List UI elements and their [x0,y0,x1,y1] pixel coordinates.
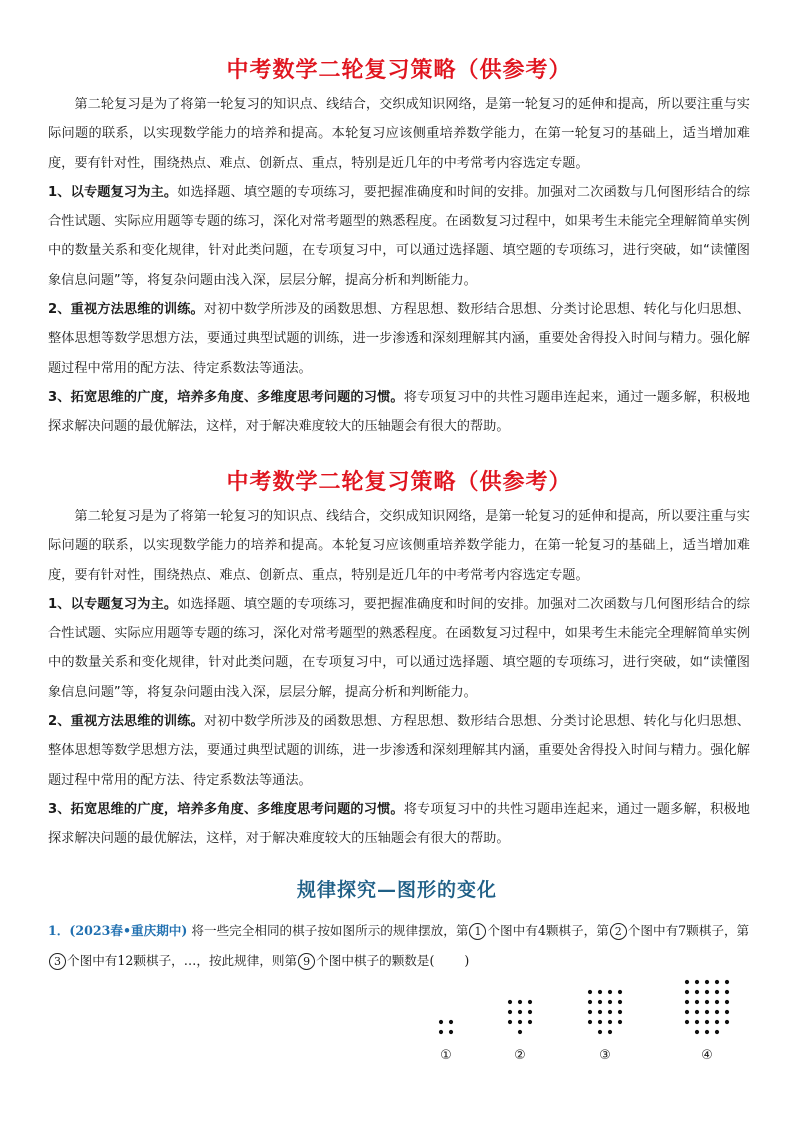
chess-piece [528,1010,532,1014]
chess-piece [618,1010,622,1014]
chess-piece [598,1000,602,1004]
chess-piece [598,1010,602,1014]
chess-piece-figures [0,975,794,1075]
chess-piece [695,990,699,994]
chess-piece [598,990,602,994]
figure-label: ① [440,1048,452,1063]
chess-piece [725,990,729,994]
chess-piece [715,1020,719,1024]
question-text-part: 个图中棋子的颗数是( [316,953,435,968]
question-text-part: 个图中有4颗棋子，第 [487,923,609,938]
strategy-point-1-2: 2、重视方法思维的训练。对初中数学所涉及的函数思想、方程思想、数形结合思想、分类讨论思想、转化与化归思想、整体思想等数学思想方法，要通过典型试题的训练，进一步渗透和深刻理解其内涵，重要处舍得投入时间与精力。强化解题过程中常用的配方法、待定系数法等通法。 [48,302,750,376]
strategy-intro-1: 第二轮复习是为了将第一轮复习的知识点、线结合，交织成知识网络，是第一轮复习的延伸和提高，所以要注重与实际问题的联系，以实现数学能力的培养和提高。本轮复习应该侧重培养数学能力，在第一轮复习的基础上，适当增加难度，要有针对性，围绕热点、难点、创新点、重点，特别是近几年的中考常考内容选定专题。 [48,97,750,171]
circled-number-1: 1 [469,923,486,940]
chess-piece [685,1010,689,1014]
chess-piece [715,1010,719,1014]
figure-label: ③ [599,1048,611,1063]
figure-4 [685,980,729,1063]
chess-piece [685,990,689,994]
question-text-part: 个图中有12颗棋子，…，按此规律，则第 [67,953,298,968]
chess-piece [695,1020,699,1024]
question-source: (2023春•重庆期中) [69,923,188,938]
chess-piece [715,1030,719,1034]
question-text-part: 将一些完全相同的棋子按如图所示的规律摆放，第 [191,923,469,938]
chess-piece [705,980,709,984]
chess-piece [725,1010,729,1014]
chess-piece [528,1020,532,1024]
question-number: 1． [48,923,70,938]
chess-piece [608,990,612,994]
strategy-point-2-2: 2、重视方法思维的训练。对初中数学所涉及的函数思想、方程思想、数形结合思想、分类讨论思想、转化与化归思想、整体思想等数学思想方法，要通过典型试题的训练，进一步渗透和深刻理解其内涵，重要处舍得投入时间与精力。强化解题过程中常用的配方法、待定系数法等通法。 [48,714,750,788]
chess-piece [705,1000,709,1004]
chess-piece [715,980,719,984]
chess-piece [685,1000,689,1004]
chess-piece [725,1000,729,1004]
strategy-point-2-1: 1、以专题复习为主。如选择题、填空题的专项练习，要把握准确度和时间的安排。加强对二次函数与几何图形结合的综合性试题、实际应用题等专题的练习，深化对常考题型的熟悉程度。在函数复习过程中，如果考生未能完全理解简单实例中的数量关系和变化规律，针对此类问题，在专项复习中，可以通过选择题、填空题的专项练习，进行突破，如“读懂图象信息问题”等，将复杂问题由浅入深，层层分解，提高分析和判断能力。 [48,596,750,700]
chess-piece [518,1000,522,1004]
chess-piece [598,1030,602,1034]
chess-piece [508,1000,512,1004]
chess-piece [618,1000,622,1004]
chess-piece [695,1000,699,1004]
chess-piece [705,1030,709,1034]
chess-piece [618,1020,622,1024]
strategy-intro-2: 第二轮复习是为了将第一轮复习的知识点、线结合，交织成知识网络，是第一轮复习的延伸和提高，所以要注重与实际问题的联系，以实现数学能力的培养和提高。本轮复习应该侧重培养数学能力，在第一轮复习的基础上，适当增加难度，要有针对性，围绕热点、难点、创新点、重点，特别是近几年的中考常考内容选定专题。 [48,509,750,583]
chess-piece [685,1020,689,1024]
chess-piece [439,1020,443,1024]
chess-piece [449,1020,453,1024]
strategy-title-1: 中考数学二轮复习策略（供参考） [226,58,572,83]
chess-piece [518,1030,522,1034]
chess-piece [608,1010,612,1014]
figure-label: ② [514,1048,526,1063]
chess-piece [618,990,622,994]
chess-piece [695,1010,699,1014]
chess-piece [439,1030,443,1034]
chess-piece [685,980,689,984]
chess-piece [588,1020,592,1024]
question-text-part: 个图中有7颗棋子，第 [627,923,750,938]
chess-piece [725,980,729,984]
circled-number-3: 3 [49,953,66,970]
chess-piece [725,1020,729,1024]
chess-piece [518,1010,522,1014]
strategy-point-1-3: 3、拓宽思维的广度，培养多角度、多维度思考问题的习惯。将专项复习中的共性习题串连起来，通过一题多解，积极地探求解决问题的最优解法，这样，对于解决难度较大的压轴题会有很大的帮助。 [48,389,750,435]
question-text-part: ) [464,953,470,968]
chess-piece [715,1000,719,1004]
chess-piece [695,980,699,984]
chess-piece [705,1020,709,1024]
strategy-block-1 [48,56,750,442]
strategy-point-1-1: 1、以专题复习为主。如选择题、填空题的专项练习，要把握准确度和时间的安排。加强对二次函数与几何图形结合的综合性试题、实际应用题等专题的练习，深化对常考题型的熟悉程度。在函数复习过程中，如果考生未能完全理解简单实例中的数量关系和变化规律，针对此类问题，在专项复习中，可以通过选择题、填空题的专项练习，进行突破，如“读懂图象信息问题”等，将复杂问题由浅入深，层层分解，提高分析和判断能力。 [48,184,750,288]
figure-2 [508,1000,532,1063]
strategy-point-2-3: 3、拓宽思维的广度，培养多角度、多维度思考问题的习惯。将专项复习中的共性习题串连起来，通过一题多解，积极地探求解决问题的最优解法，这样，对于解决难度较大的压轴题会有很大的帮助。 [48,801,750,847]
chess-piece [608,1030,612,1034]
chess-piece [449,1030,453,1034]
chess-piece [695,1030,699,1034]
chess-piece [608,1020,612,1024]
chess-piece [588,1010,592,1014]
circled-number-2: 2 [610,923,627,940]
chess-piece [528,1000,532,1004]
chess-piece [518,1020,522,1024]
circled-number-9: 9 [298,953,315,970]
chess-piece [588,1000,592,1004]
chess-piece [508,1020,512,1024]
figure-3 [588,990,622,1063]
chess-piece [715,990,719,994]
figure-1 [439,1020,453,1063]
chess-piece [705,1010,709,1014]
chess-piece [588,990,592,994]
section-title: 规律探究—图形的变化 [296,879,497,901]
question-1 [48,916,756,976]
chess-piece [608,1000,612,1004]
chess-piece [508,1010,512,1014]
figure-label: ④ [701,1048,713,1063]
chess-piece [598,1020,602,1024]
chess-piece [705,990,709,994]
strategy-block-2 [48,468,750,854]
strategy-title-2: 中考数学二轮复习策略（供参考） [226,470,572,495]
